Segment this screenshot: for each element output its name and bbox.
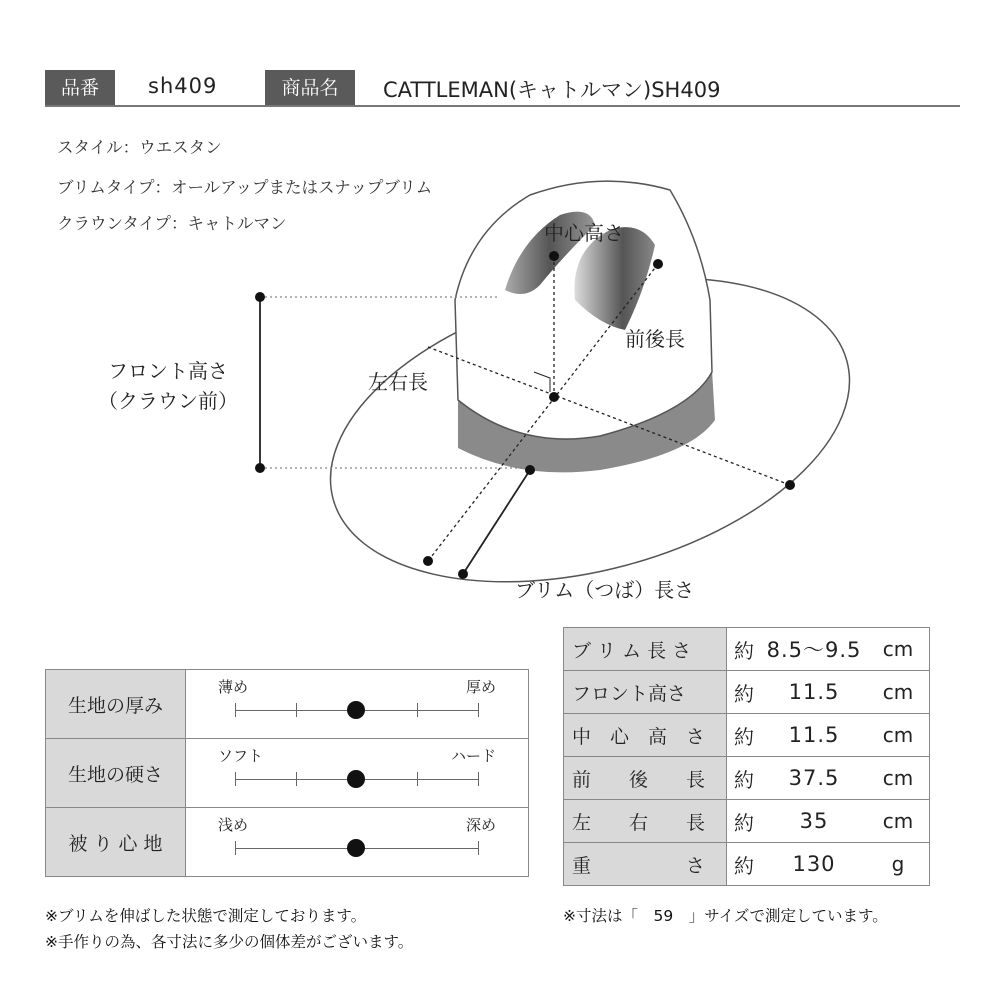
label-center-height: 中心高さ <box>544 221 624 245</box>
label-brim-length: ブリム（つば）長さ <box>515 578 695 602</box>
note-brim-stretched: ※ブリムを伸ばした状態で測定しております。 <box>45 907 367 925</box>
scale-indicator <box>347 770 365 788</box>
feel-scale <box>186 670 529 739</box>
scale-tick <box>478 841 479 855</box>
measurement-label: 中 心 高 さ <box>564 714 727 757</box>
feel-label: 生地の厚み <box>46 670 186 739</box>
label-front-back: 前後長 <box>625 327 685 351</box>
measurement-label: 左 右 長 <box>564 800 727 843</box>
feel-row-thickness <box>46 670 529 739</box>
scale-tick <box>296 703 297 717</box>
spec-crown-type: クラウンタイプ：キャトルマン <box>57 214 287 233</box>
measurement-row <box>564 671 930 714</box>
hinban-label: 品番 <box>45 70 115 106</box>
scale-tick <box>417 772 418 786</box>
approx-mark: 約 <box>727 757 762 800</box>
feel-row-fit <box>46 808 529 877</box>
scale-right-label: 深め <box>465 816 496 834</box>
measurement-row <box>564 843 930 886</box>
product-name-value: CATTLEMAN(キャトルマン)SH409 <box>383 78 721 102</box>
product-name-label: 商品名 <box>265 70 355 106</box>
scale-tick <box>235 841 236 855</box>
measurement-label: フロント高さ <box>564 671 727 714</box>
approx-mark: 約 <box>727 628 762 671</box>
measurement-unit: g <box>867 843 930 886</box>
measurement-table <box>563 627 930 886</box>
measurement-row <box>564 757 930 800</box>
note-handmade: ※手作りの為、各寸法に多少の個体差がございます。 <box>45 933 414 951</box>
measurement-label: 重 さ <box>564 843 727 886</box>
measurement-value: 8.5～9.5 <box>761 628 867 671</box>
approx-mark: 約 <box>727 843 762 886</box>
measurement-unit: cm <box>867 714 930 757</box>
scale-right-label: 厚め <box>465 678 496 696</box>
feel-row-hardness <box>46 739 529 808</box>
measurement-row <box>564 628 930 671</box>
scale-tick <box>235 703 236 717</box>
scale-right-label: ハード <box>450 747 496 765</box>
scale-left-label: 浅め <box>218 816 249 834</box>
measurement-row <box>564 714 930 757</box>
measurement-value: 11.5 <box>761 714 867 757</box>
measurement-unit: cm <box>867 628 930 671</box>
scale-tick <box>478 703 479 717</box>
scale-tick <box>478 772 479 786</box>
approx-mark: 約 <box>727 714 762 757</box>
spec-brim-type: ブリムタイプ：オールアップまたはスナップブリム <box>57 178 433 197</box>
feel-label: 生地の硬さ <box>46 739 186 808</box>
scale-left-label: ソフト <box>218 747 264 765</box>
feel-label: 被 り 心 地 <box>46 808 186 877</box>
label-left-right: 左右長 <box>368 370 428 394</box>
measurement-value: 35 <box>761 800 867 843</box>
approx-mark: 約 <box>727 671 762 714</box>
measurement-value: 37.5 <box>761 757 867 800</box>
measurement-row <box>564 800 930 843</box>
scale-tick <box>235 772 236 786</box>
measurement-value: 130 <box>761 843 867 886</box>
scale-indicator <box>347 701 365 719</box>
hinban-value: sh409 <box>148 74 218 98</box>
feel-scale <box>186 739 529 808</box>
measurement-value: 11.5 <box>761 671 867 714</box>
label-front-height-sub: （クラウン前） <box>98 389 238 413</box>
approx-mark: 約 <box>727 800 762 843</box>
label-front-height: フロント高さ <box>108 359 228 383</box>
scale-left-label: 薄め <box>218 678 249 696</box>
measurement-label: ブ リ ム 長 さ <box>564 628 727 671</box>
measurement-unit: cm <box>867 671 930 714</box>
scale-indicator <box>347 839 365 857</box>
scale-tick <box>296 772 297 786</box>
spec-style: スタイル：ウエスタン <box>57 138 222 157</box>
note-measured-size: ※寸法は「 59 」サイズで測定しています。 <box>563 907 888 925</box>
feel-scale <box>186 808 529 877</box>
scale-tick <box>417 703 418 717</box>
measurement-unit: cm <box>867 800 930 843</box>
measurement-unit: cm <box>867 757 930 800</box>
fabric-feel-table <box>45 669 529 877</box>
measurement-label: 前 後 長 <box>564 757 727 800</box>
